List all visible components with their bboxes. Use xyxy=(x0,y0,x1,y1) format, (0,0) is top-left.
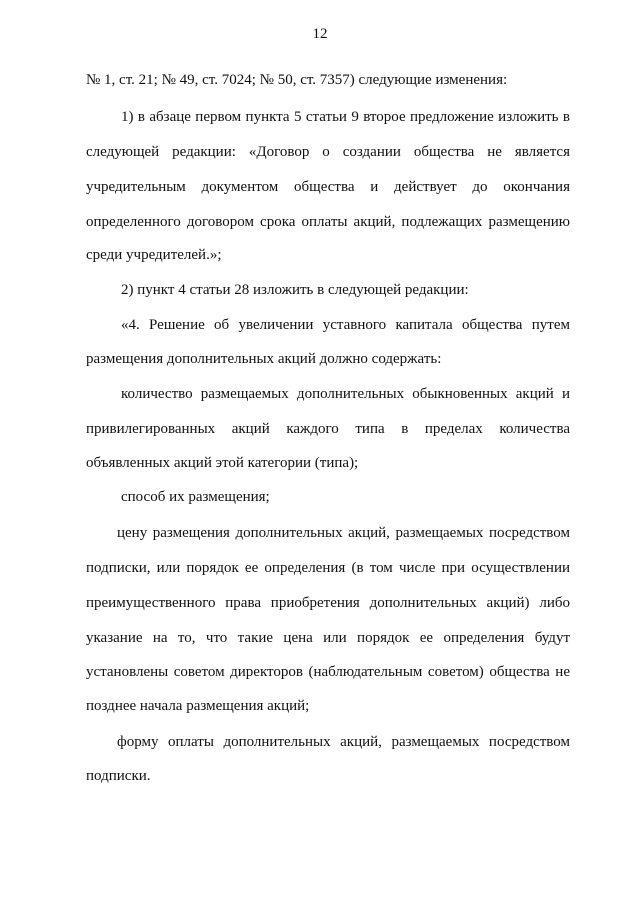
text-line-21: подписки. xyxy=(86,768,151,784)
text-line-4: учредительным документом общества и действует до окончания xyxy=(86,179,570,195)
text-line-6: среди учредителей.»; xyxy=(86,247,222,263)
text-line-17: указание на то, что такие цена или порядок ее определения будут xyxy=(86,630,570,646)
text-line-9: размещения дополнительных акций должно содержать: xyxy=(86,351,442,367)
text-line-2: 1) в абзаце первом пункта 5 статьи 9 второе предложение изложить в xyxy=(121,109,570,125)
text-line-16: преимущественного права приобретения дополнительных акций) либо xyxy=(86,595,570,611)
text-line-14: цену размещения дополнительных акций, размещаемых посредством xyxy=(117,525,570,541)
text-line-5: определенного договором срока оплаты акций, подлежащих размещению xyxy=(86,214,570,230)
text-line-12: объявленных акций этой категории (типа); xyxy=(86,455,359,471)
text-line-7: 2) пункт 4 статьи 28 изложить в следующей редакции: xyxy=(121,282,469,298)
text-line-1: № 1, ст. 21; № 49, ст. 7024; № 50, ст. 7357) следующие изменения: xyxy=(86,72,508,88)
text-line-15: подписки, или порядок ее определения (в том числе при осуществлении xyxy=(86,560,570,576)
text-line-11: привилегированных акций каждого типа в пределах количества xyxy=(86,421,570,437)
text-line-18: установлены советом директоров (наблюдательным советом) общества не xyxy=(86,664,570,680)
text-line-19: позднее начала размещения акций; xyxy=(86,698,310,714)
text-line-3: следующей редакции: «Договор о создании общества не является xyxy=(86,144,570,160)
page-number: 12 xyxy=(312,26,328,42)
text-line-20: форму оплаты дополнительных акций, размещаемых посредством xyxy=(117,734,570,750)
text-line-8: «4. Решение об увеличении уставного капитала общества путем xyxy=(121,317,570,333)
text-line-13: способ их размещения; xyxy=(121,489,270,505)
text-line-10: количество размещаемых дополнительных обыкновенных акций и xyxy=(121,386,570,402)
